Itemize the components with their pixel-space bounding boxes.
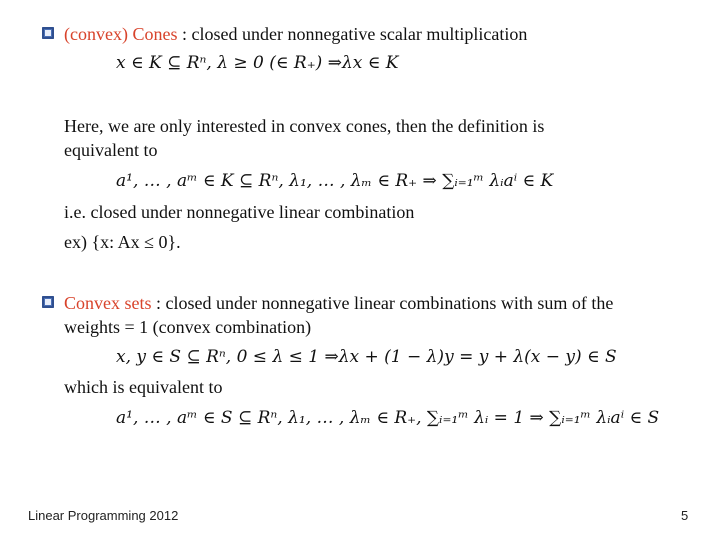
section1-paragraph-line2: equivalent to xyxy=(64,140,158,160)
section2-heading xyxy=(64,292,613,314)
section1-paragraph-line1: Here, we are only interested in convex cones, then the definition is xyxy=(64,116,545,136)
section1-description: : closed under nonnegative scalar multiplication xyxy=(177,24,528,44)
section2-description: : closed under nonnegative linear combinations with sum of the xyxy=(151,293,614,313)
footer-course-title: Linear Programming 2012 xyxy=(28,508,179,523)
section2-formula1: x, y ∈ S ⊆ Rⁿ, 0 ≤ λ ≤ 1 ⇒λx + (1 − λ)y = y + λ(x − y) ∈ S xyxy=(116,347,617,367)
section2-title: Convex sets xyxy=(64,293,152,313)
page-number: 5 xyxy=(681,508,689,523)
section1-heading xyxy=(64,23,527,45)
section1-example-line: ex) {x: Ax ≤ 0}. xyxy=(64,232,181,252)
section1-ie-line: i.e. closed under nonnegative linear combination xyxy=(64,202,415,222)
section2-formula2: a¹, … , aᵐ ∈ S ⊆ Rⁿ, λ₁, … , λₘ ∈ R₊, ∑ᵢ₌₁ᵐ λᵢ = 1 ⇒ ∑ᵢ₌₁ᵐ λᵢaⁱ ∈ S xyxy=(116,408,660,428)
bullet-checkbox-icon xyxy=(42,296,54,308)
bullet-checkbox-icon xyxy=(42,27,54,39)
section1-formula1: x ∈ K ⊆ Rⁿ, λ ≥ 0 (∈ R₊) ⇒λx ∈ K xyxy=(116,53,399,73)
section2-equivalent-line: which is equivalent to xyxy=(64,377,223,397)
section1-formula2: a¹, … , aᵐ ∈ K ⊆ Rⁿ, λ₁, … , λₘ ∈ R₊ ⇒ ∑ᵢ₌₁ᵐ λᵢaⁱ ∈ K xyxy=(116,171,554,191)
section1-title: (convex) Cones xyxy=(64,24,178,44)
section2-description-line2: weights = 1 (convex combination) xyxy=(64,317,312,337)
